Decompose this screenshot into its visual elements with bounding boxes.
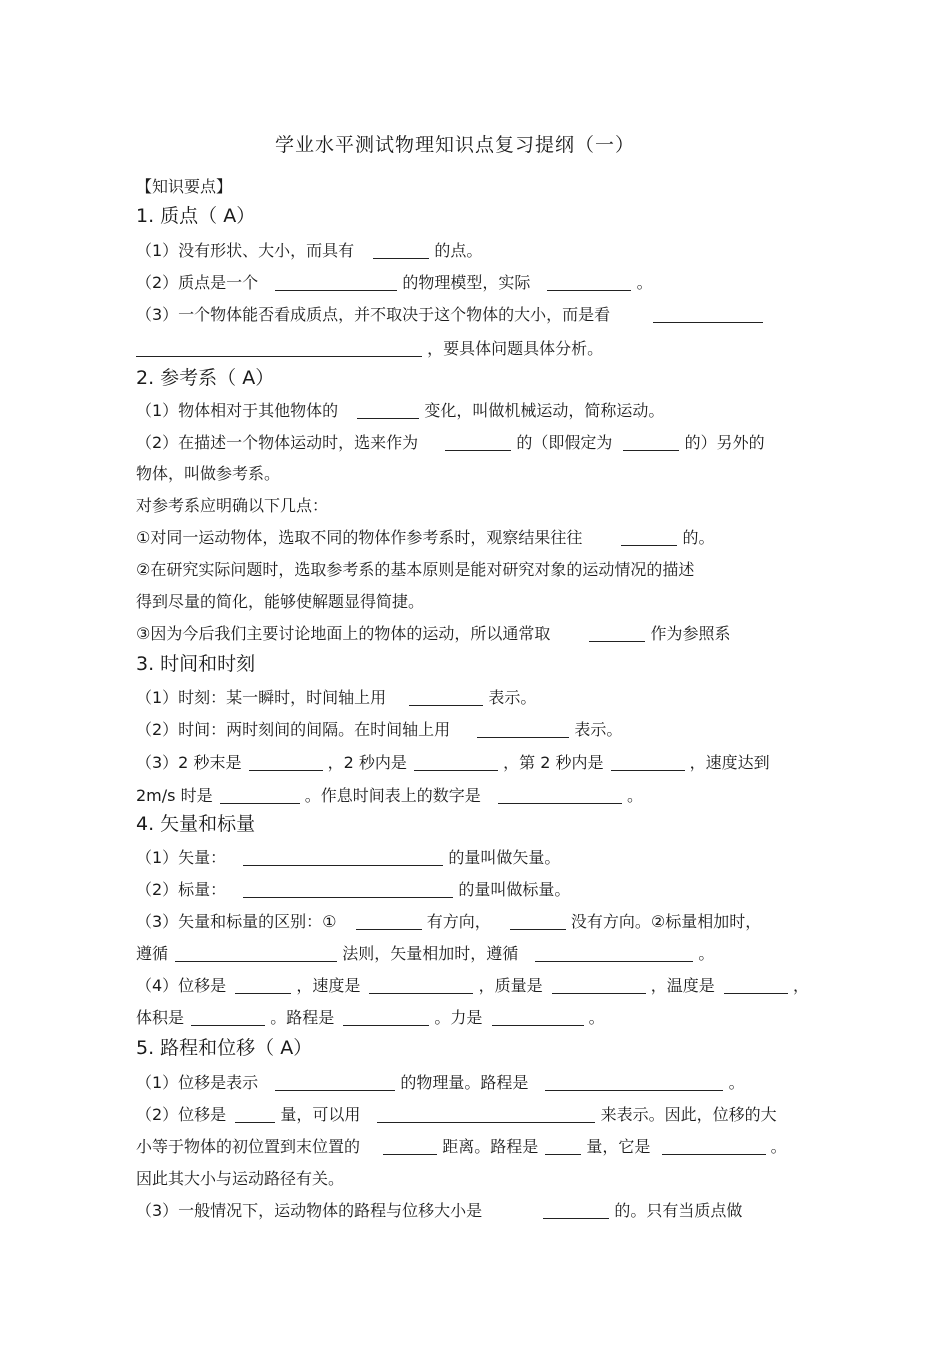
text: （3）一般情况下，运动物体的路程与位移大小是 xyxy=(136,1201,483,1220)
s4-line-3 xyxy=(136,911,761,933)
text: 表示。 xyxy=(574,720,623,739)
fill-blank xyxy=(409,689,483,706)
s3-line-4 xyxy=(136,785,643,807)
text: 的物理量。路程是 xyxy=(400,1073,529,1092)
text: 量，它是 xyxy=(586,1137,651,1156)
text: （1）物体相对于其他物体的 xyxy=(136,401,339,420)
fill-blank xyxy=(377,1106,595,1123)
text: 作为参照系 xyxy=(650,624,731,643)
s2-line-3: 物体，叫做参考系。 xyxy=(136,464,281,483)
section-5-heading: 5. 路程和位移（ A） xyxy=(136,1037,313,1059)
s3-line-3 xyxy=(136,752,770,774)
s2-line-8 xyxy=(136,623,731,645)
text: 。作息时间表上的数字是 xyxy=(304,786,481,805)
s3-line-1 xyxy=(136,687,536,709)
s4-line-1 xyxy=(136,847,560,869)
s4-line-6 xyxy=(136,1007,605,1029)
text: 。路程是 xyxy=(270,1008,335,1027)
text: 。 xyxy=(636,273,653,292)
text: 法则，矢量相加时，遵循 xyxy=(342,944,519,963)
s1-line-3 xyxy=(136,304,763,326)
fill-blank xyxy=(611,754,685,771)
s2-line-5 xyxy=(136,527,715,549)
fill-blank xyxy=(623,434,679,451)
fill-blank xyxy=(545,1138,581,1155)
fill-blank xyxy=(543,1202,609,1219)
text: （4）位移是 xyxy=(136,976,227,995)
s4-line-5 xyxy=(136,975,809,997)
text: 的）另外的 xyxy=(684,433,765,452)
text: 的量叫做矢量。 xyxy=(448,848,561,867)
text: （3）一个物体能否看成质点，并不取决于这个物体的大小，而是看 xyxy=(136,305,611,324)
s3-line-2 xyxy=(136,719,622,741)
fill-blank xyxy=(545,1074,723,1091)
fill-blank xyxy=(383,1138,437,1155)
text: ，第 2 秒内是 xyxy=(503,753,604,772)
text: 的点。 xyxy=(434,241,483,260)
text: 量，可以用 xyxy=(280,1105,361,1124)
s4-line-2 xyxy=(136,879,570,901)
text: （2）在描述一个物体运动时，选来作为 xyxy=(136,433,419,452)
text: ， xyxy=(792,976,809,995)
text: 表示。 xyxy=(488,688,537,707)
text: ，2 秒内是 xyxy=(327,753,407,772)
fill-blank xyxy=(535,945,693,962)
text: 没有方向。②标量相加时， xyxy=(570,912,762,931)
text: 。力是 xyxy=(434,1008,483,1027)
s4-line-4 xyxy=(136,943,714,965)
fill-blank xyxy=(547,274,631,291)
s1-line-4 xyxy=(136,338,603,360)
text: ，要具体问题具体分析。 xyxy=(427,339,604,358)
section-1-heading: 1. 质点（ A） xyxy=(136,205,256,227)
text: 距离。路程是 xyxy=(442,1137,539,1156)
fill-blank xyxy=(492,1009,584,1026)
text: 小等于物体的初位置到末位置的 xyxy=(136,1137,361,1156)
s1-line-2 xyxy=(136,272,653,294)
s2-line-6: ②在研究实际问题时，选取参考系的基本原则是能对研究对象的运动情况的描述 xyxy=(136,560,695,579)
fill-blank xyxy=(243,849,443,866)
s5-line-2 xyxy=(136,1104,777,1126)
fill-blank xyxy=(498,787,622,804)
fill-blank xyxy=(373,242,429,259)
section-2-heading: 2. 参考系（ A） xyxy=(136,367,275,389)
s2-line-4: 对参考系应明确以下几点： xyxy=(136,496,329,515)
text: 遵循 xyxy=(136,944,169,963)
text: 的物理模型，实际 xyxy=(402,273,531,292)
text: （2）时间：两时刻间的间隔。在时间轴上用 xyxy=(136,720,451,739)
fill-blank xyxy=(445,434,511,451)
text: 有方向， xyxy=(426,912,491,931)
s5-line-4: 因此其大小与运动路径有关。 xyxy=(136,1169,345,1188)
fill-blank xyxy=(621,529,677,546)
fill-blank xyxy=(235,977,291,994)
text: 。 xyxy=(698,944,715,963)
s5-line-5 xyxy=(136,1200,742,1222)
fill-blank xyxy=(653,306,763,323)
s2-line-1 xyxy=(136,400,664,422)
text: （2）标量： xyxy=(136,880,227,899)
text: 体积是 xyxy=(136,1008,185,1027)
text: 。 xyxy=(626,786,643,805)
fill-blank xyxy=(357,402,419,419)
fill-blank xyxy=(220,787,300,804)
fill-blank xyxy=(724,977,788,994)
s5-line-1 xyxy=(136,1072,745,1094)
document-title: 学业水平测试物理知识点复习提纲（一） xyxy=(274,134,635,156)
s1-line-1 xyxy=(136,240,482,262)
text: 。 xyxy=(588,1008,605,1027)
fill-blank xyxy=(510,913,566,930)
text: （3）2 秒末是 xyxy=(136,753,242,772)
fill-blank xyxy=(589,625,645,642)
text: 来表示。因此，位移的大 xyxy=(600,1105,777,1124)
s5-line-3 xyxy=(136,1136,787,1158)
fill-blank xyxy=(552,977,646,994)
section-4-heading: 4. 矢量和标量 xyxy=(136,813,256,835)
fill-blank xyxy=(275,274,397,291)
text: 的。只有当质点做 xyxy=(614,1201,743,1220)
text: （2）位移是 xyxy=(136,1105,227,1124)
text: 。 xyxy=(770,1137,787,1156)
s2-line-2 xyxy=(136,432,765,454)
intro-label: 【知识要点】 xyxy=(136,177,233,196)
fill-blank xyxy=(356,913,422,930)
fill-blank xyxy=(175,945,337,962)
text: 的（即假定为 xyxy=(516,433,613,452)
fill-blank xyxy=(136,340,422,357)
fill-blank xyxy=(191,1009,265,1026)
fill-blank xyxy=(249,754,323,771)
text: （2）质点是一个 xyxy=(136,273,259,292)
section-3-heading: 3. 时间和时刻 xyxy=(136,653,256,675)
fill-blank xyxy=(414,754,498,771)
text: （1）没有形状、大小，而具有 xyxy=(136,241,355,260)
text: （1）位移是表示 xyxy=(136,1073,259,1092)
fill-blank xyxy=(343,1009,429,1026)
fill-blank xyxy=(275,1074,395,1091)
text: 变化，叫做机械运动，简称运动。 xyxy=(424,401,665,420)
text: ，质量是 xyxy=(478,976,543,995)
text: （3）矢量和标量的区别：① xyxy=(136,912,337,931)
fill-blank xyxy=(477,721,569,738)
text: （1）时刻：某一瞬时，时间轴上用 xyxy=(136,688,387,707)
text: 2m/s 时是 xyxy=(136,786,213,805)
fill-blank xyxy=(662,1138,766,1155)
text: ，温度是 xyxy=(650,976,715,995)
s2-line-7: 得到尽量的简化，能够使解题显得简捷。 xyxy=(136,592,425,611)
text: ③因为今后我们主要讨论地面上的物体的运动，所以通常取 xyxy=(136,624,551,643)
text: ，速度达到 xyxy=(689,753,770,772)
text: ，速度是 xyxy=(296,976,361,995)
fill-blank xyxy=(243,881,453,898)
text: 。 xyxy=(728,1073,745,1092)
text: （1）矢量： xyxy=(136,848,227,867)
fill-blank xyxy=(235,1106,275,1123)
fill-blank xyxy=(369,977,473,994)
text: 的。 xyxy=(682,528,715,547)
text: 的量叫做标量。 xyxy=(458,880,571,899)
text: ①对同一运动物体，选取不同的物体作参考系时，观察结果往往 xyxy=(136,528,583,547)
